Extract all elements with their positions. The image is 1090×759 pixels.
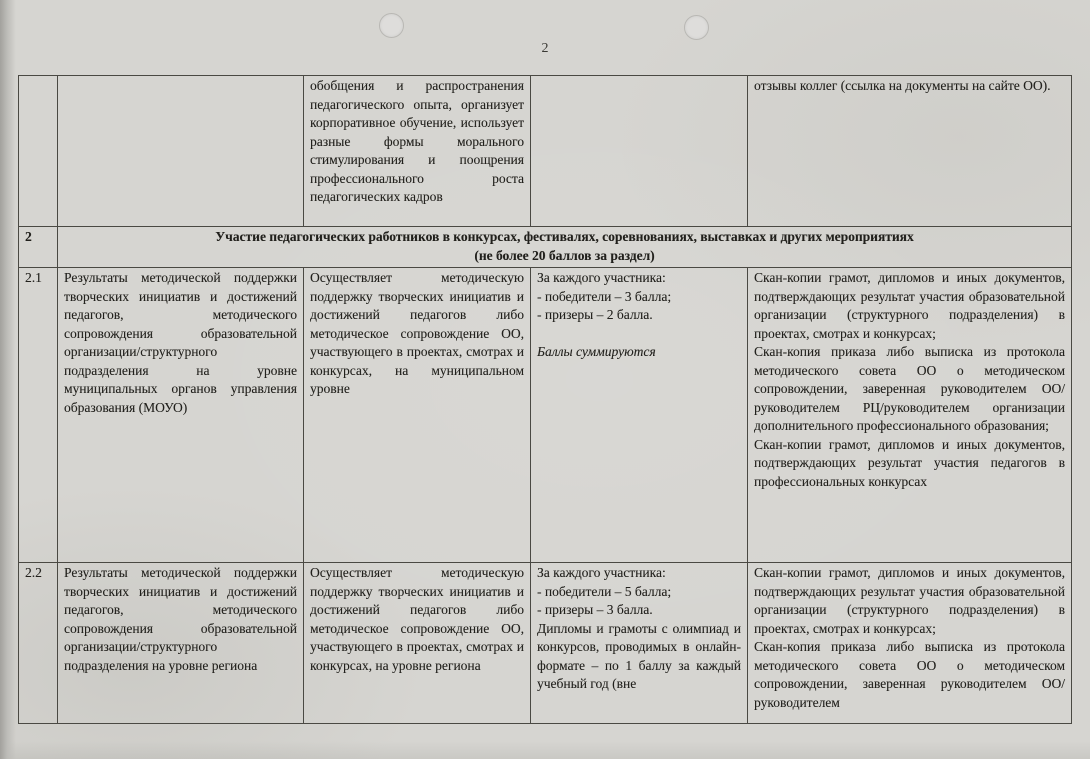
points-line: - победители – 3 балла; [537,288,672,304]
paragraph: Осуществляет методическую поддержку творческих инициатив и достижений педагогов либо методическое сопровождение ОО, участвующего в проектах, смотрах и конкурсах, на уровне региона [310,565,524,673]
section-subtitle: (не более 20 баллов за раздел) [474,247,655,263]
paragraph: Скан-копии грамот, дипломов и иных документов, подтверждающих результат участия педагогов в профессиональных конкурсах [754,436,1065,489]
cell-number-empty [19,76,58,227]
paragraph: отзывы коллег (ссылка на документы на сайте ОО). [754,78,1051,93]
points-note: Баллы суммируются [537,343,656,359]
paragraph: обобщения и распространения педагогического опыта, организует корпоративное обучение, использует разные формы морального стимулирования и поощрения профессионального роста педагогических кадров [310,78,524,204]
hole-punch-right-icon [684,15,709,40]
paragraph: Осуществляет методическую поддержку творческих инициатив и достижений педагогов либо методическое сопровождение ОО, участвующего в проектах, смотрах и конкурсах, на муниципальном уровне [310,270,524,396]
cell-documents [748,563,1072,724]
points-line: - победители – 5 балла; [537,583,672,599]
cell-documents [748,76,1072,227]
cell-documents [748,268,1072,563]
section-header-row [19,227,1072,268]
points-line: За каждого участника: [537,565,666,580]
table-row-2-2 [19,563,1072,724]
cell-indicator [304,563,531,724]
points-line: За каждого участника: [537,270,666,285]
cell-number: 2.2 [19,563,58,724]
cell-criteria-empty [58,76,304,227]
paragraph: Скан-копия приказа либо выписка из протокола методического совета ОО о методическом сопровождении, заверенная руководителем ОО/руководителем [754,639,1065,710]
cell-number: 2.1 [19,268,58,563]
table-row-continuation [19,76,1072,227]
cell-points [531,268,748,563]
paragraph: Скан-копии грамот, дипломов и иных документов, подтверждающих результат участия образовательной организации (структурного подразделения) в проектах, смотрах и конкурсах; [754,565,1065,636]
scoring-table [18,75,1072,724]
cell-criteria [58,268,304,563]
paragraph: Результаты методической поддержки творческих инициатив и достижений педагогов, методического сопровождения образовательной организации/структурного подразделения на уровне региона [64,565,297,673]
points-line: Дипломы и грамоты с олимпиад и конкурсов, проводимых в онлайн-формате – по 1 баллу за каждый учебный год (вне [537,620,741,691]
points-line: - призеры – 2 балла. [537,307,653,322]
cell-points [531,563,748,724]
table-row-2-1 [19,268,1072,563]
hole-punch-left-icon [379,13,404,38]
cell-criteria [58,563,304,724]
cell-indicator [304,268,531,563]
paragraph: Скан-копии грамот, дипломов и иных документов, подтверждающих результат участия образовательной организации (структурного подразделения) в проектах, смотрах и конкурсах; [754,270,1065,341]
section-number: 2 [19,227,58,268]
paragraph: Скан-копия приказа либо выписка из протокола методического совета ОО о методическом сопровождении, заверенная руководителем ОО/руководителем РЦ/руководителем организации дополнительного профессионального образования; [754,344,1065,433]
scan-edge-shadow [0,0,16,759]
page-number: 2 [541,41,549,56]
points-line: - призеры – 3 балла. [537,602,653,617]
section-title: Участие педагогических работников в конкурсах, фестивалях, соревнованиях, выставках и других мероприятиях [215,229,914,244]
section-title-cell [58,227,1072,268]
cell-indicator [304,76,531,227]
paragraph: Результаты методической поддержки творческих инициатив и достижений педагогов, методического сопровождения образовательной организации/структурного подразделения на уровне муниципальных органов управления образования (МОУО) [64,270,297,415]
cell-points-empty [531,76,748,227]
